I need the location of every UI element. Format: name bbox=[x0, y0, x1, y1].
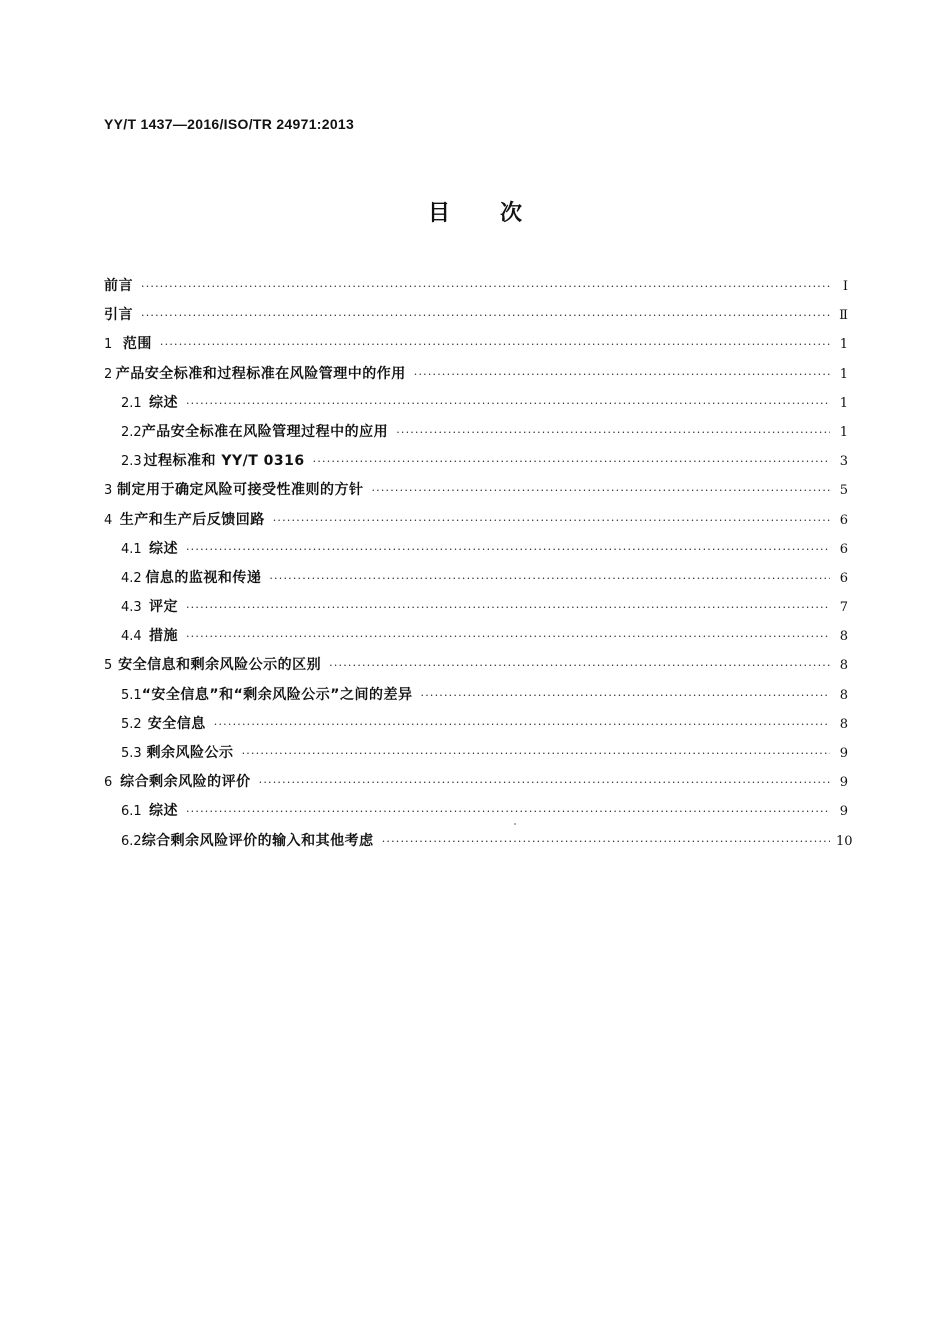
toc-dot-leader bbox=[396, 418, 830, 447]
toc-entry-number: 5 bbox=[104, 658, 113, 674]
toc-entry[interactable] bbox=[104, 681, 848, 710]
toc-dot-leader bbox=[141, 272, 830, 301]
toc-entry[interactable] bbox=[104, 622, 848, 651]
toc-entry[interactable] bbox=[104, 710, 848, 739]
toc-entry[interactable] bbox=[104, 651, 848, 680]
toc-entry-page: 6 bbox=[839, 570, 848, 586]
toc-entry-label: 综述 bbox=[148, 540, 178, 557]
toc-entry-page: 6 bbox=[839, 541, 848, 557]
toc-entry-page: 8 bbox=[839, 658, 848, 674]
toc-entry-page: 8 bbox=[839, 716, 848, 732]
toc-entry-label: 制定用于确定风险可接受性准则的方针 bbox=[116, 482, 364, 499]
toc-entry-number: 3 bbox=[104, 483, 113, 499]
toc-entry-page: 8 bbox=[839, 687, 848, 703]
toc-entry-label: 过程标准和 YY/T 0316 bbox=[143, 453, 305, 470]
toc-entry[interactable] bbox=[104, 389, 848, 418]
toc-dot-leader bbox=[186, 593, 830, 622]
toc-entry-page: 7 bbox=[839, 600, 848, 616]
toc-entry-number: 4.1 bbox=[121, 541, 142, 557]
toc-entry[interactable] bbox=[104, 506, 848, 535]
toc-entry-page: 5 bbox=[839, 483, 848, 499]
toc-entry-label: 综述 bbox=[148, 394, 178, 411]
toc-dot-leader bbox=[421, 681, 831, 710]
toc-entry-page: 9 bbox=[839, 804, 848, 820]
toc-entry-page: 1 bbox=[839, 395, 848, 411]
toc-entry-page: 9 bbox=[839, 746, 848, 761]
toc-entry[interactable] bbox=[104, 535, 848, 564]
toc-entry-page: 1 bbox=[839, 337, 848, 353]
toc-entry-label: 安全信息 bbox=[147, 715, 206, 732]
toc-entry[interactable] bbox=[104, 768, 848, 797]
toc-entry-page: 9 bbox=[839, 775, 848, 791]
toc-entry-label: 综合剩余风险的评价 bbox=[120, 774, 251, 791]
toc-entry-number: 4.3 bbox=[121, 600, 142, 616]
standard-code: YY/T 1437—2016/ISO/TR 24971:2013 bbox=[104, 116, 355, 132]
scan-speck bbox=[514, 823, 516, 825]
toc-entry-page: Ⅱ bbox=[839, 308, 848, 324]
toc-entry[interactable] bbox=[104, 564, 848, 593]
toc-entry-label: 综述 bbox=[148, 803, 178, 820]
toc-entry[interactable] bbox=[104, 739, 848, 768]
toc-entry[interactable] bbox=[104, 330, 848, 359]
toc-entry-label: 综合剩余风险评价的输入和其他考虑 bbox=[141, 832, 374, 849]
toc-dot-leader bbox=[186, 389, 830, 418]
toc-entry-page: 1 bbox=[839, 366, 848, 382]
toc-entry[interactable] bbox=[104, 476, 848, 505]
toc-entry-page: 1 bbox=[839, 424, 848, 440]
toc-dot-leader bbox=[259, 768, 830, 797]
toc-entry-number: 2.3 bbox=[121, 454, 142, 470]
toc-entry-label: 前言 bbox=[104, 278, 133, 294]
toc-entry-number: 4.4 bbox=[121, 629, 142, 645]
toc-entry[interactable] bbox=[104, 447, 848, 476]
toc-entry-number: 6 bbox=[104, 775, 113, 791]
toc-entry-label: 信息的监视和传递 bbox=[145, 569, 262, 586]
toc-dot-leader bbox=[371, 476, 830, 505]
toc-dot-leader bbox=[160, 330, 830, 359]
toc-dot-leader bbox=[141, 301, 830, 330]
toc-entry-number: 2 bbox=[104, 366, 113, 382]
toc-entry-label: 措施 bbox=[148, 628, 178, 645]
toc-entry[interactable] bbox=[104, 593, 848, 622]
toc-entry[interactable] bbox=[104, 301, 848, 330]
toc-entry-label: 生产和生产后反馈回路 bbox=[119, 511, 265, 528]
toc-entry-label: 产品安全标准在风险管理过程中的应用 bbox=[141, 423, 389, 440]
toc-entry[interactable] bbox=[104, 827, 853, 856]
toc-title-char-1: 目 bbox=[427, 201, 450, 226]
toc-title bbox=[0, 196, 950, 227]
toc-entry-page: 10 bbox=[836, 833, 853, 849]
toc-entry-label: 引言 bbox=[104, 307, 133, 324]
toc-entry-number: 5.3 bbox=[121, 746, 142, 761]
toc-entry-page: Ⅰ bbox=[842, 279, 848, 294]
toc-entry-number: 6.2 bbox=[121, 833, 142, 849]
toc-dot-leader bbox=[186, 535, 830, 564]
toc-entry[interactable] bbox=[104, 360, 848, 389]
toc-dot-leader bbox=[313, 447, 830, 476]
toc-dot-leader bbox=[242, 739, 830, 768]
toc-entry-label: 剩余风险公示 bbox=[146, 745, 234, 761]
toc-entry-page: 3 bbox=[839, 454, 848, 470]
toc-dot-leader bbox=[273, 506, 830, 535]
toc-entry-number: 4.2 bbox=[121, 570, 142, 586]
toc-entry-label: 范围 bbox=[122, 336, 152, 353]
toc-entry[interactable] bbox=[104, 797, 848, 826]
toc-entry-number: 5.1 bbox=[121, 687, 142, 703]
toc-dot-leader bbox=[186, 622, 830, 651]
toc-entry-number: 5.2 bbox=[121, 716, 142, 732]
toc-dot-leader bbox=[414, 360, 830, 389]
toc-dot-leader bbox=[329, 651, 830, 680]
toc-entry-label: “安全信息”和“剩余风险公示”之间的差异 bbox=[141, 686, 413, 703]
toc-entry-label: 安全信息和剩余风险公示的区别 bbox=[118, 657, 322, 674]
toc-entry-number: 1 bbox=[104, 337, 113, 353]
toc-entry-label: 评定 bbox=[148, 599, 178, 616]
toc-entry-page: 6 bbox=[839, 512, 848, 528]
toc-entry-number: 4 bbox=[104, 512, 113, 528]
toc-entry[interactable] bbox=[104, 418, 848, 447]
toc-entry-number: 2.2 bbox=[121, 424, 142, 440]
toc-entry[interactable] bbox=[104, 272, 848, 301]
toc-dot-leader bbox=[214, 710, 830, 739]
toc-dot-leader bbox=[382, 827, 830, 856]
toc-title-char-2: 次 bbox=[500, 201, 523, 226]
toc-dot-leader bbox=[269, 564, 830, 593]
table-of-contents bbox=[104, 272, 853, 856]
toc-entry-number: 2.1 bbox=[121, 395, 142, 411]
toc-entry-number: 6.1 bbox=[121, 804, 142, 820]
toc-entry-label: 产品安全标准和过程标准在风险管理中的作用 bbox=[115, 365, 406, 382]
toc-entry-page: 8 bbox=[839, 629, 848, 645]
toc-dot-leader bbox=[186, 797, 830, 826]
